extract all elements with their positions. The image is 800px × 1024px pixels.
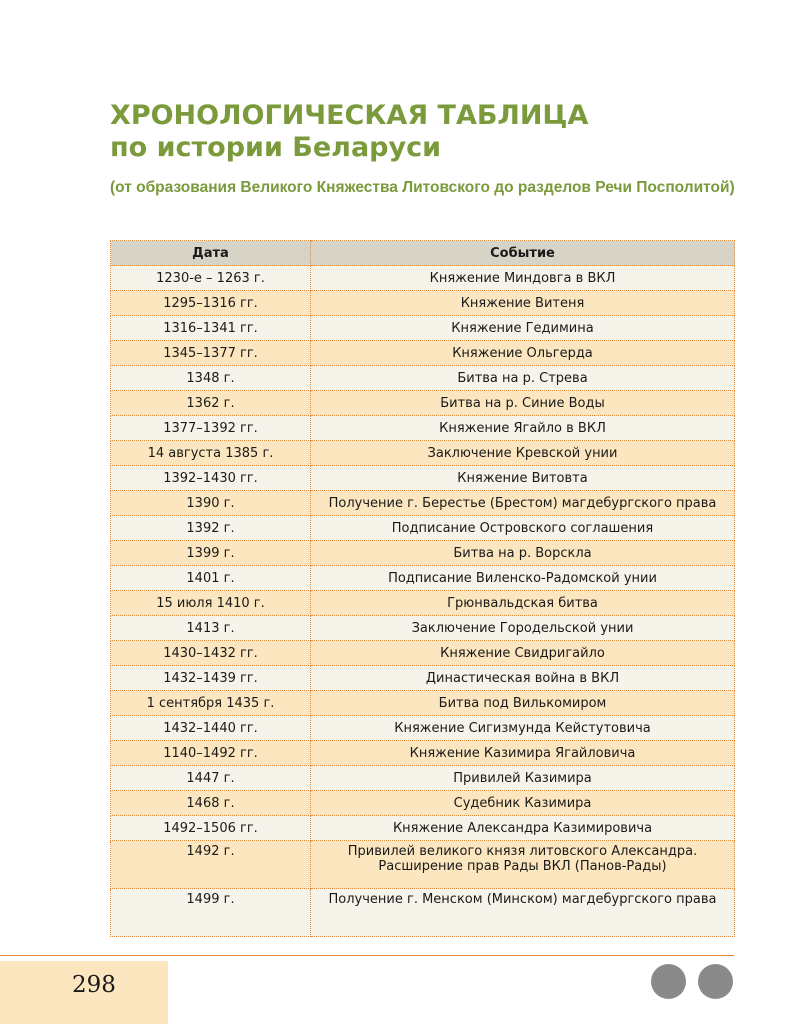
chronology-table [110, 240, 735, 937]
event-cell: Получение г. Берестье (Брестом) магдебургского права [311, 491, 735, 516]
event-cell: Судебник Казимира [311, 791, 735, 816]
event-cell: Битва под Вилькомиром [311, 691, 735, 716]
table-row [111, 416, 735, 441]
table-row [111, 666, 735, 691]
page-number: 298 [72, 972, 116, 998]
event-cell: Привилей Казимира [311, 766, 735, 791]
table-row [111, 641, 735, 666]
event-cell: Княжение Гедимина [311, 316, 735, 341]
table-row [111, 516, 735, 541]
table-row [111, 841, 735, 889]
table-row [111, 591, 735, 616]
event-cell: Княжение Витовта [311, 466, 735, 491]
table-row [111, 716, 735, 741]
page-title [110, 100, 588, 164]
event-cell: Княжение Свидригайло [311, 641, 735, 666]
date-cell: 1295–1316 гг. [111, 291, 311, 316]
table-row [111, 541, 735, 566]
event-cell: Битва на р. Стрева [311, 366, 735, 391]
date-cell: 1413 г. [111, 616, 311, 641]
event-cell: Княжение Ягайло в ВКЛ [311, 416, 735, 441]
date-cell: 1401 г. [111, 566, 311, 591]
date-cell: 1377–1392 гг. [111, 416, 311, 441]
event-cell: Битва на р. Синие Воды [311, 391, 735, 416]
table-row [111, 391, 735, 416]
date-cell: 1432–1439 гг. [111, 666, 311, 691]
table-row [111, 441, 735, 466]
table-row [111, 741, 735, 766]
date-cell: 1316–1341 гг. [111, 316, 311, 341]
date-cell: 1399 г. [111, 541, 311, 566]
date-cell: 1 сентября 1435 г. [111, 691, 311, 716]
table-row [111, 366, 735, 391]
column-header-event: Событие [311, 241, 735, 266]
column-header-date: Дата [111, 241, 311, 266]
date-cell: 1345–1377 гг. [111, 341, 311, 366]
table-row [111, 291, 735, 316]
table-row [111, 616, 735, 641]
date-cell: 15 июля 1410 г. [111, 591, 311, 616]
table-row [111, 466, 735, 491]
event-cell: Княжение Александра Казимировича [311, 816, 735, 841]
table-row [111, 816, 735, 841]
event-cell: Подписание Островского соглашения [311, 516, 735, 541]
date-cell: 1392 г. [111, 516, 311, 541]
date-cell: 1140–1492 гг. [111, 741, 311, 766]
date-cell: 1492–1506 гг. [111, 816, 311, 841]
date-cell: 1392–1430 гг. [111, 466, 311, 491]
event-cell: Княжение Казимира Ягайловича [311, 741, 735, 766]
table-row [111, 766, 735, 791]
date-cell: 1499 г. [111, 889, 311, 937]
event-cell: Княжение Ольгерда [311, 341, 735, 366]
footer-divider [0, 955, 734, 956]
date-cell: 1432–1440 гг. [111, 716, 311, 741]
table-row [111, 491, 735, 516]
event-cell: Княжение Витеня [311, 291, 735, 316]
event-cell: Получение г. Менском (Минском) магдебургского права [311, 889, 735, 937]
date-cell: 1390 г. [111, 491, 311, 516]
table-row [111, 791, 735, 816]
date-cell: 1492 г. [111, 841, 311, 889]
table-row [111, 691, 735, 716]
page-subtitle: (от образования Великого Княжества Литовского до разделов Речи Посполитой) [110, 179, 735, 196]
event-cell: Заключение Городельской унии [311, 616, 735, 641]
date-cell: 1447 г. [111, 766, 311, 791]
table-row [111, 889, 735, 937]
page-title-line2: по истории Беларуси [110, 132, 442, 163]
date-cell: 1468 г. [111, 791, 311, 816]
table-row [111, 316, 735, 341]
date-cell: 1362 г. [111, 391, 311, 416]
date-cell: 1430–1432 гг. [111, 641, 311, 666]
table-row [111, 566, 735, 591]
date-cell: 14 августа 1385 г. [111, 441, 311, 466]
date-cell: 1348 г. [111, 366, 311, 391]
event-cell: Битва на р. Ворскла [311, 541, 735, 566]
event-cell: Привилей великого князя литовского Александра. Расширение прав Рады ВКЛ (Панов-Рады) [311, 841, 735, 889]
event-cell: Заключение Кревской унии [311, 441, 735, 466]
table-row [111, 266, 735, 291]
event-cell: Княжение Миндовга в ВКЛ [311, 266, 735, 291]
page-title-line1: ХРОНОЛОГИЧЕСКАЯ ТАБЛИЦА [110, 100, 589, 131]
table-row [111, 341, 735, 366]
event-cell: Подписание Виленско-Радомской унии [311, 566, 735, 591]
event-cell: Грюнвальдская битва [311, 591, 735, 616]
decorative-dot-icon [651, 964, 686, 999]
decorative-dot-icon [698, 964, 733, 999]
event-cell: Княжение Сигизмунда Кейстутовича [311, 716, 735, 741]
event-cell: Династическая война в ВКЛ [311, 666, 735, 691]
date-cell: 1230-е – 1263 г. [111, 266, 311, 291]
table-header-row [111, 241, 735, 266]
